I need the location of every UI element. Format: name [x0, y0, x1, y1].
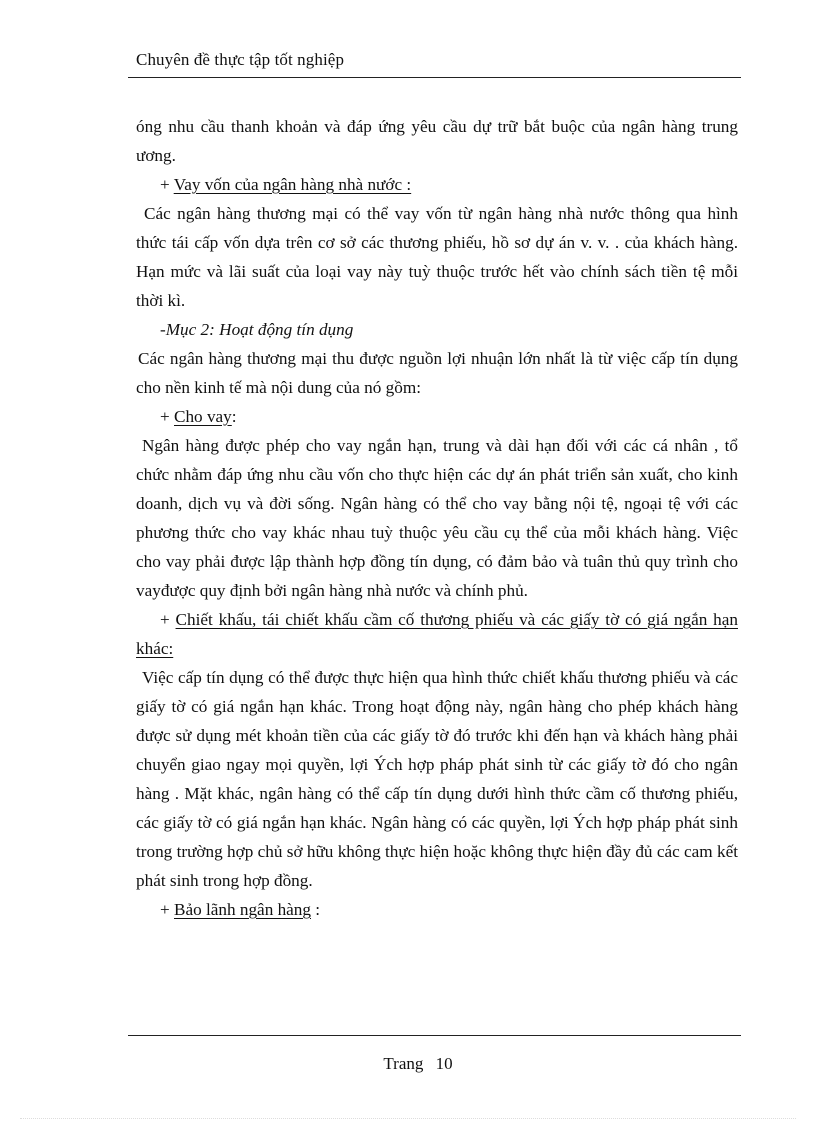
paragraph-discounting: Việc cấp tín dụng có thể được thực hiện qua hình thức chiết khấu thương phiếu và các giấy tờ có giá ngắn hạn khác. Trong hoạt động này, ngân hàng cho phép khách hàng được sử dụng mét khoản tiền của các giấy tờ đó trước khi đến hạn và khách hàng phải chuyển giao ngay mọi quyền, lợi Ých hợp pháp phát sinh từ các giấy tờ đó cho ngân hàng . Mặt khác, ngân hàng có thể cấp tín dụng dưới hình thức cầm cố thương phiếu, các giấy tờ có giá ngắn hạn khác. Ngân hàng có các quyền, lợi Ých hợp pháp phát sinh trong trường hợp chủ sở hữu không thực hiện hoặc không thực hiện đầy đủ các cam kết phát sinh trong hợp đồng.	[136, 668, 738, 890]
header-divider	[128, 77, 741, 78]
paragraph-liquidity: óng nhu cầu thanh khoản và đáp ứng yêu cầu dự trữ bắt buộc của ngân hàng trung ương.	[136, 117, 738, 165]
section-heading-credit-activity: -Mục 2: Hoạt động tín dụng	[160, 320, 354, 339]
heading-bank-guarantee	[136, 895, 738, 924]
heading-bullet: +	[160, 407, 174, 426]
heading-bank-guarantee-label: Bảo lãnh ngân hàng	[174, 900, 311, 919]
page-header-title: Chuyên đề thực tập tốt nghiệp	[136, 50, 345, 69]
paragraph-refinancing: Các ngân hàng thương mại có thể vay vốn từ ngân hàng nhà nước thông qua hình thức tái cấp vốn dựa trên cơ sở các thương phiếu, hồ sơ dự án v. v. . của khách hàng. Hạn mức và lãi suất của loại vay này tuỳ thuộc trước hết vào chính sách tiền tệ mỗi thời kì.	[136, 204, 738, 310]
heading-discounting-label: Chiết khấu, tái chiết khấu cầm cố thương phiếu và các giấy tờ có giá ngắn hạn khác:	[136, 610, 738, 658]
page-label: Trang	[383, 1054, 424, 1073]
heading-bullet: +	[160, 175, 174, 194]
heading-bullet: +	[160, 610, 176, 629]
paragraph-credit-intro: Các ngân hàng thương mại thu được nguồn lợi nhuận lớn nhất là từ việc cấp tín dụng cho nền kinh tế mà nội dung của nó gồm:	[136, 349, 738, 397]
page-number: 10	[435, 1054, 453, 1073]
heading-lending-label: Cho vay	[174, 407, 232, 426]
heading-state-bank-loans-label: Vay vốn của ngân hàng nhà nước :	[173, 175, 412, 194]
paragraph-lending: Ngân hàng được phép cho vay ngắn hạn, trung và dài hạn đối với các cá nhân , tổ chức nhằm đáp ứng nhu cầu vốn cho thực hiện các dự án phát triển sản xuất, cho kinh doanh, dịch vụ và đời sống. Ngân hàng có thể cho vay bằng nội tệ, ngoại tệ với các phương thức cho vay khác nhau tuỳ thuộc yêu cầu cụ thể của mỗi khách hàng. Việc cho vay phải được lập thành hợp đồng tín dụng, có đảm bảo và tuân thủ quy trình cho vayđược quy định bởi ngân hàng nhà nước và chính phủ.	[136, 436, 738, 600]
heading-bank-guarantee-colon: :	[311, 900, 321, 919]
page-footer	[0, 1053, 816, 1075]
footer-divider	[128, 1035, 741, 1036]
heading-lending-colon: :	[231, 407, 237, 426]
heading-discounting	[136, 605, 738, 663]
document-body	[136, 112, 738, 924]
heading-bullet: +	[160, 900, 174, 919]
page-bottom-edge	[20, 1118, 796, 1119]
heading-state-bank-loans	[136, 170, 738, 199]
heading-lending	[136, 402, 738, 431]
